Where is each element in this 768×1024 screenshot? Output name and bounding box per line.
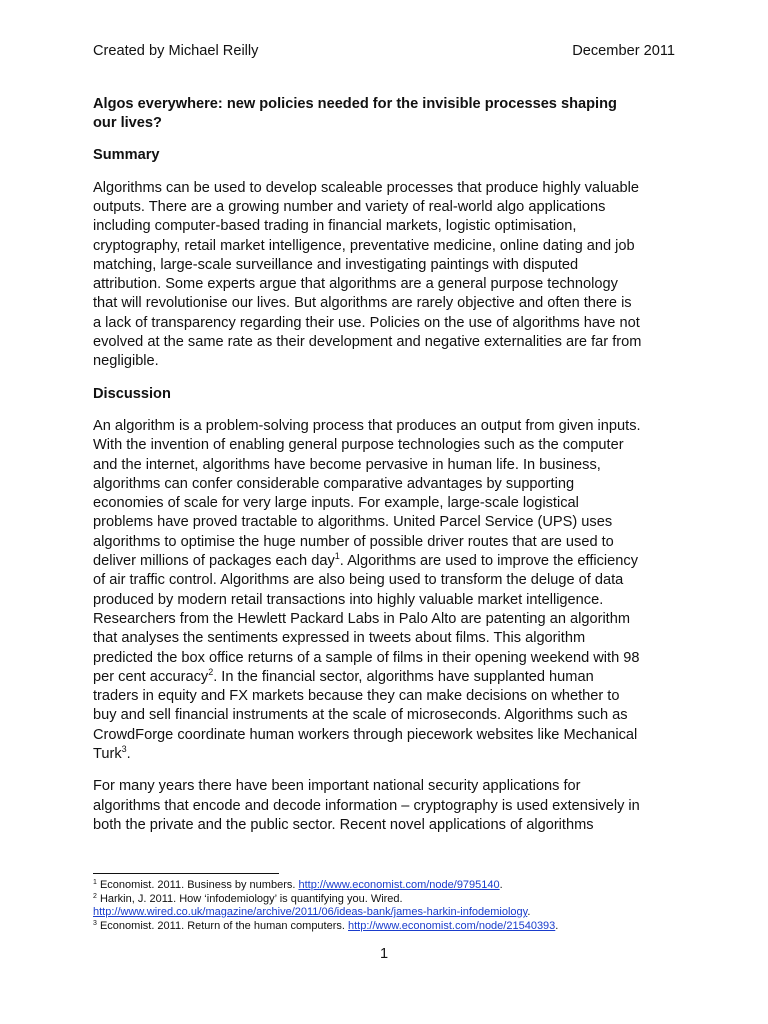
footnote-number: 3 <box>93 919 97 927</box>
text-line: of air traffic control. Algorithms are also being used to transform the deluge of data <box>93 572 624 589</box>
footnote-ref-3[interactable]: 3 <box>121 743 127 754</box>
footnote-tail: . <box>527 906 531 918</box>
text-line: produced by modern retail transactions into highly valuable market intelligence. <box>93 591 604 608</box>
text-line: predicted the box office returns of a sample of films in their opening weekend with 98 <box>93 649 640 666</box>
footnote-3 <box>93 920 676 934</box>
summary-heading: Summary <box>93 147 160 164</box>
footnote-divider <box>93 873 279 874</box>
text-line: economies of scale for very large inputs. For example, large-scale logistical <box>93 495 579 512</box>
text-segment: Turk <box>93 745 122 762</box>
footnote-link[interactable]: http://www.economist.com/node/9795140 <box>298 879 500 891</box>
text-line: Algorithms can be used to develop scaleable processes that produce highly valuable <box>93 179 639 196</box>
footnote-number: 2 <box>93 892 97 900</box>
footnote-2 <box>93 893 676 907</box>
text-line: both the private and the public sector. Recent novel applications of algorithms <box>93 816 594 833</box>
text-line: cryptography, retail market intelligence, preventative medicine, online dating and job <box>93 237 635 254</box>
text-line: outputs. There are a growing number and variety of real-world algo applications <box>93 198 606 215</box>
text-line: that analyses the sentiments expressed in tweets about films. This algorithm <box>93 630 586 647</box>
footnote-2-link-line <box>93 906 676 920</box>
text-line: negligible. <box>93 353 159 370</box>
text-line: buy and sell financial instruments at the scale of microseconds. Algorithms such as <box>93 707 628 724</box>
text-line: a lack of transparency regarding their use. Policies on the use of algorithms have not <box>93 314 640 331</box>
text-line: including computer-based trading in financial markets, logistic optimisation, <box>93 218 577 235</box>
text-line: CrowdForge coordinate human workers through piecework websites like Mechanical <box>93 726 638 743</box>
discussion-heading: Discussion <box>93 385 171 402</box>
text-line: An algorithm is a problem-solving process that produces an output from given inputs. <box>93 417 641 434</box>
page-number: 1 <box>379 946 389 962</box>
text-line: matching, large-scale surveillance and investigating paintings with disputed <box>93 256 579 273</box>
text-line: With the invention of enabling general purpose technologies such as the computer <box>93 437 624 454</box>
text-segment: per cent accuracy <box>93 668 209 685</box>
title-line: Algos everywhere: new policies needed for the invisible processes shaping <box>93 95 617 112</box>
footnote-tail: . <box>555 919 559 932</box>
date-line: December 2011 <box>572 43 675 59</box>
text-line <box>93 552 676 571</box>
author-line: Created by Michael Reilly <box>93 43 259 59</box>
footnote-1 <box>93 879 676 893</box>
footnote-link[interactable]: http://www.wired.co.uk/magazine/archive/2011/06/ideas-bank/james-harkin-infodemiology <box>93 906 528 918</box>
text-line: Researchers from the Hewlett Packard Labs in Palo Alto are patenting an algorithm <box>93 610 631 627</box>
text-segment: . In the financial sector, algorithms have supplanted human <box>213 668 594 685</box>
text-line: problems have proved tractable to algorithms. United Parcel Service (UPS) uses <box>93 514 613 531</box>
text-line: traders in equity and FX markets because they can make decisions on whether to <box>93 688 620 705</box>
footnote-ref-1[interactable]: 1 <box>334 551 340 562</box>
text-line <box>93 745 676 764</box>
text-line <box>93 668 676 687</box>
page-header <box>93 41 675 61</box>
document-body <box>93 85 676 848</box>
text-line: evolved at the same rate as their development and negative externalities are far from <box>93 334 642 351</box>
text-line: and the internet, algorithms have become pervasive in human life. In business, <box>93 456 601 473</box>
footnote-ref-2[interactable]: 2 <box>208 666 214 677</box>
text-line: For many years there have been important national security applications for <box>93 778 581 795</box>
footnote-link[interactable]: http://www.economist.com/node/21540393 <box>348 919 556 932</box>
text-segment: deliver millions of packages each day <box>93 553 335 570</box>
footnote-text: Harkin, J. 2011. How ‘infodemiology’ is quantifying you. Wired. <box>96 892 403 905</box>
text-segment: . <box>126 745 131 762</box>
text-line: algorithms to optimise the huge number of possible driver routes that are used to <box>93 533 614 550</box>
footnote-text: Economist. 2011. Return of the human computers. <box>96 919 348 932</box>
title-line: our lives? <box>93 115 162 132</box>
text-line: algorithms that encode and decode information – cryptography is used extensively in <box>93 797 640 814</box>
footnote-text: Economist. 2011. Business by numbers. <box>96 879 299 891</box>
text-line: that will revolutionise our lives. But algorithms are rarely objective and often there is <box>93 295 632 312</box>
discussion-paragraph-2 <box>93 777 676 835</box>
footnote-number: 1 <box>93 879 97 886</box>
discussion-paragraph-1 <box>93 417 676 764</box>
text-line: algorithms can confer considerable comparative advantages by supporting <box>93 475 575 492</box>
footnote-tail: . <box>499 879 503 891</box>
document-title <box>93 95 676 134</box>
text-line: attribution. Some experts argue that algorithms are a general purpose technology <box>93 276 618 293</box>
footnotes <box>93 879 676 933</box>
text-segment: . Algorithms are used to improve the efficiency <box>339 553 639 570</box>
summary-paragraph <box>93 179 676 372</box>
